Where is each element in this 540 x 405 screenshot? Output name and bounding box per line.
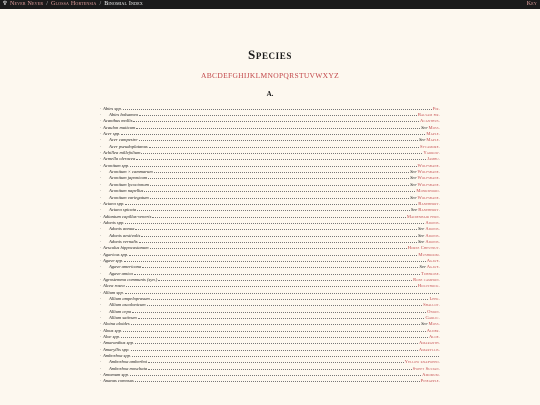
common-name-link[interactable]: Sweet Sultan. — [412, 365, 440, 371]
key-link[interactable]: Key — [526, 1, 537, 7]
common-name-link[interactable]: Maple. — [426, 131, 440, 137]
common-name-link[interactable]: Wolfsbane. — [417, 175, 440, 181]
common-name-link[interactable]: Maidenhair fern. — [406, 213, 440, 219]
bullet-icon: · — [100, 226, 102, 232]
alphabet-letter-b[interactable]: B — [206, 71, 213, 80]
common-name-link[interactable]: Horse Chestnut. — [407, 245, 440, 251]
species-name: Agave amica — [109, 270, 133, 276]
dot-leader — [136, 156, 426, 160]
alphabet-letter-q[interactable]: Q — [283, 71, 290, 80]
bullet-icon: · — [100, 137, 102, 143]
dot-leader — [124, 258, 426, 262]
dot-leader — [152, 213, 406, 217]
see-reference-label: See — [410, 207, 418, 213]
common-name-link[interactable]: Yarrow. — [423, 150, 440, 156]
see-reference-label: See — [417, 226, 425, 232]
dot-leader — [141, 150, 422, 154]
alphabet-letter-w[interactable]: W — [315, 71, 323, 80]
common-name-link[interactable]: Wolfsbane. — [417, 169, 440, 175]
bullet-icon: · — [100, 143, 102, 149]
see-reference-label: See — [421, 124, 428, 130]
common-name-link[interactable]: Baneberry. — [418, 200, 440, 206]
dot-leader — [136, 125, 420, 129]
species-name: Adonis spp. — [103, 219, 125, 225]
alphabet-letter-a[interactable]: A — [201, 71, 207, 80]
bullet-icon: · — [100, 175, 102, 181]
dot-leader — [131, 321, 420, 325]
species-name: Adiantum capillus-veneris — [103, 213, 152, 219]
bullet-icon: · — [100, 207, 102, 213]
species-name: Amborboa amberboi — [109, 359, 148, 365]
bullet-icon: · — [100, 238, 102, 244]
species-name: Amborboa spp. — [103, 353, 132, 359]
common-name-link[interactable]: Garlic. — [425, 315, 440, 321]
species-name: Actaea spp. — [103, 200, 125, 206]
bullet-icon: · — [100, 315, 102, 321]
dot-leader — [141, 232, 417, 236]
common-name-link[interactable]: Wolfsbane. — [417, 194, 440, 200]
species-name: Aconitum napellus — [109, 188, 144, 194]
dot-leader — [123, 328, 426, 332]
common-name-link[interactable]: Onion. — [427, 308, 440, 314]
common-name-link[interactable]: Amaryllis. — [418, 346, 440, 352]
species-name: Acer spp. — [103, 131, 121, 137]
common-name-link[interactable]: Shallot. — [423, 302, 440, 308]
species-name: Alcea rosea — [103, 283, 125, 289]
alphabet-letter-k[interactable]: K — [249, 71, 256, 80]
common-name-link[interactable]: Wolfsbane. — [417, 181, 440, 187]
dot-leader — [139, 239, 417, 243]
common-name-link[interactable]: Moss. — [428, 321, 440, 327]
dot-leader — [139, 137, 418, 141]
common-name-link[interactable]: Monkshood. — [416, 188, 440, 194]
species-name: Amaryllis spp. — [103, 346, 130, 352]
alphabet-letter-z[interactable]: Z — [334, 71, 339, 80]
common-name-link[interactable]: Pineapple. — [420, 378, 440, 384]
bullet-icon: · — [100, 105, 102, 111]
alphabet-letter-l[interactable]: L — [255, 71, 261, 80]
common-name-link[interactable]: Wolfsbane. — [417, 162, 440, 168]
bullet-icon: · — [100, 188, 102, 194]
common-name-link[interactable]: Maple. — [426, 137, 440, 143]
common-name-link[interactable]: Adonis. — [425, 232, 440, 238]
breadcrumb-separator: / — [99, 1, 102, 7]
dot-leader — [130, 372, 421, 376]
species-name: Abies spp. — [103, 105, 122, 111]
alphabet-letter-r[interactable]: R — [289, 71, 295, 80]
dot-leader — [129, 251, 417, 255]
alphabet-letter-i[interactable]: I — [243, 71, 247, 80]
species-name: Aesculus hippocastanum — [103, 245, 149, 251]
species-name: Amomum spp. — [103, 372, 130, 378]
bullet-icon: · — [100, 365, 102, 371]
common-name-link[interactable]: Agave. — [426, 257, 440, 263]
alphabet-letter-u[interactable]: U — [303, 71, 310, 80]
see-reference-label: See — [419, 264, 426, 270]
alphabet-letter-o[interactable]: O — [273, 71, 279, 80]
bullet-icon: · — [100, 150, 102, 156]
breadcrumb-separator: / — [46, 1, 48, 7]
common-name-link[interactable]: Mushroom. — [418, 251, 440, 257]
see-reference-label: See — [417, 232, 425, 238]
section-heading: A. — [266, 90, 274, 98]
alphabet-letter-f[interactable]: F — [227, 71, 233, 80]
bullet-icon: · — [100, 169, 102, 175]
bullet-icon: · — [100, 289, 102, 295]
common-name-link[interactable]: Balsam fir. — [417, 112, 440, 118]
bullet-icon: · — [100, 118, 102, 124]
see-reference-label: See — [417, 238, 425, 244]
bullet-icon: · — [100, 346, 102, 352]
bullet-icon: · — [100, 283, 102, 289]
dot-leader — [150, 194, 409, 198]
dot-leader — [135, 226, 417, 230]
dot-leader — [138, 315, 425, 319]
species-name: Aconitum lycoctonum — [109, 181, 149, 187]
common-name-link[interactable]: Amomum. — [422, 372, 440, 378]
see-reference-label: See — [410, 194, 417, 200]
see-reference-label: See — [410, 169, 417, 175]
species-name: Agave spp. — [103, 257, 124, 263]
bullet-icon: · — [100, 156, 102, 162]
dot-leader — [158, 277, 412, 281]
bullet-icon: · — [100, 276, 102, 282]
dot-leader — [123, 106, 432, 110]
dot-leader — [131, 347, 418, 351]
bullet-icon: · — [100, 257, 102, 263]
bullet-icon: · — [100, 308, 102, 314]
species-name: Allium spp. — [103, 289, 124, 295]
alphabet-letter-h[interactable]: H — [238, 71, 244, 80]
page-title: Species — [248, 47, 292, 62]
alphabet-letter-c[interactable]: C — [212, 71, 218, 80]
species-name: Aconitum japonicum — [109, 175, 148, 181]
species-name: Agave americana — [109, 264, 142, 270]
dot-leader — [149, 144, 419, 148]
dot-leader — [133, 118, 419, 122]
alphabet-letter-m[interactable]: M — [260, 71, 268, 80]
species-name: Abies balsamea — [109, 112, 138, 118]
species-name: Aloina aloides — [103, 321, 130, 327]
alphabet-letter-t[interactable]: T — [298, 71, 304, 80]
common-name-link[interactable]: Hollyhock. — [417, 283, 440, 289]
dot-leader — [132, 353, 439, 357]
common-name-link[interactable]: Sycamore. — [419, 143, 440, 149]
bullet-icon: · — [100, 219, 102, 225]
alphabet-letter-s[interactable]: S — [294, 71, 299, 80]
common-name-link[interactable]: Fir. — [432, 105, 440, 111]
species-name: Aloe spp. — [103, 334, 121, 340]
dot-leader — [148, 366, 412, 370]
alphabet-letter-y[interactable]: Y — [328, 71, 335, 80]
dot-leader — [148, 359, 404, 363]
species-name: Amborboa moschata — [109, 365, 148, 371]
bullet-icon: · — [100, 372, 102, 378]
bullet-icon: · — [100, 340, 102, 346]
bullet-icon: · — [100, 270, 102, 276]
dot-leader — [126, 283, 417, 287]
species-name: Acer campestre — [109, 137, 138, 143]
species-name: Agaricus spp. — [103, 251, 129, 257]
common-name-link[interactable]: Leek. — [429, 296, 440, 301]
bullet-icon: · — [100, 264, 102, 270]
species-name: Aconitum × cammarum — [109, 169, 153, 175]
dot-leader — [151, 296, 429, 300]
dot-leader — [125, 289, 439, 293]
bullet-icon: · — [100, 131, 102, 137]
dot-leader — [147, 302, 422, 306]
dot-leader — [150, 182, 409, 186]
species-name: Allium ascalonicum — [109, 302, 146, 308]
bullet-icon: · — [100, 200, 102, 206]
species-name: Allium sativum — [109, 315, 137, 321]
bullet-icon: · — [100, 378, 102, 384]
sigil-icon[interactable]: ♆ — [2, 1, 8, 7]
species-list — [100, 106, 440, 385]
bullet-icon: · — [100, 213, 102, 219]
species-name: Acer pseudoplatanus — [109, 143, 148, 149]
species-name: Acaulon muticum — [103, 124, 136, 130]
species-name: Alnus spp. — [103, 327, 123, 333]
common-name-link[interactable]: Baneberry. — [418, 207, 440, 213]
bullet-icon: · — [100, 124, 102, 130]
bullet-icon: · — [100, 232, 102, 238]
common-name-link[interactable]: Agave. — [426, 264, 440, 270]
see-reference-label: See — [418, 137, 426, 143]
dot-leader — [139, 112, 417, 116]
common-name-link[interactable]: Yellow knapweed. — [404, 359, 440, 365]
dot-leader — [148, 175, 409, 179]
top-nav-bar — [0, 0, 540, 9]
species-name: Acanthus mollis — [103, 118, 133, 124]
bullet-icon: · — [100, 302, 102, 308]
alphabet-letter-g[interactable]: G — [232, 71, 239, 80]
alphabet-letter-x[interactable]: X — [322, 71, 329, 80]
common-name-link[interactable]: Adonis. — [425, 226, 440, 232]
bullet-icon: · — [100, 334, 102, 340]
common-name-link[interactable]: Adonis. — [425, 219, 440, 225]
species-name: Amaranthus spp. — [103, 340, 135, 346]
bullet-icon: · — [100, 245, 102, 251]
common-name-link[interactable]: Tuberose. — [421, 270, 440, 276]
dot-leader — [135, 340, 418, 344]
bullet-icon: · — [100, 359, 102, 365]
bullet-icon: · — [100, 181, 102, 187]
alphabet-letter-n[interactable]: N — [267, 71, 274, 80]
dot-leader — [142, 264, 418, 268]
bullet-icon: · — [100, 194, 102, 200]
alphabet-letter-j[interactable]: J — [246, 71, 250, 80]
dot-leader — [134, 270, 420, 274]
species-name: Allium cepa — [109, 308, 132, 314]
dot-leader — [121, 334, 428, 338]
common-name-link[interactable]: Rose campion. — [413, 276, 440, 282]
bullet-icon: · — [100, 112, 102, 118]
dot-leader — [150, 245, 407, 249]
breadcrumb-section-link[interactable]: Glossa Hortensia — [50, 1, 97, 7]
species-name: Adonis vernalis — [109, 238, 138, 244]
species-name: Allium ampeloprasum — [109, 296, 150, 301]
bullet-icon: · — [100, 296, 102, 301]
bullet-icon: · — [100, 321, 102, 327]
dot-leader — [132, 309, 426, 313]
species-name: Aconitum variegatum — [109, 194, 149, 200]
see-reference-label: See — [410, 181, 417, 187]
common-name-link[interactable]: Alder. — [426, 327, 440, 333]
breadcrumb-home-link[interactable]: Never Never — [10, 1, 44, 7]
common-name-link[interactable]: Jambu. — [427, 156, 440, 162]
dot-leader — [154, 169, 409, 173]
see-reference-label: See — [410, 175, 417, 181]
species-name: Adonis aestivalis — [109, 232, 141, 238]
alphabet-letter-v[interactable]: V — [309, 71, 316, 80]
common-name-link[interactable]: Amaranth. — [419, 340, 440, 346]
alphabet-letter-e[interactable]: E — [223, 71, 228, 80]
breadcrumb-current: Binomial Index — [104, 1, 143, 7]
alphabet-letter-p[interactable]: P — [278, 71, 284, 80]
dot-leader — [135, 378, 420, 382]
bullet-icon: · — [100, 327, 102, 333]
common-name-link[interactable]: Moss. — [428, 124, 440, 130]
dot-leader — [130, 163, 416, 167]
list-item — [100, 378, 440, 384]
dot-leader — [121, 131, 425, 135]
common-name-link[interactable]: Aloe. — [428, 334, 440, 340]
species-name: Actaea spicata — [109, 207, 137, 213]
bullet-icon: · — [100, 251, 102, 257]
dot-leader — [144, 188, 415, 192]
alphabet-letter-d[interactable]: D — [217, 71, 224, 80]
alphabet-index — [0, 71, 540, 80]
species-name: Agrostemma communis (syn.) — [103, 276, 158, 282]
common-name-link[interactable]: Adonis. — [425, 238, 440, 244]
species-name: Achillea millefolium — [103, 150, 141, 156]
dot-leader — [125, 220, 424, 224]
species-name: Aconitum spp. — [103, 162, 130, 168]
dot-leader — [137, 207, 410, 211]
bullet-icon: · — [100, 162, 102, 168]
species-name: Acmella oleracea — [103, 156, 136, 162]
common-name-link[interactable]: Acanthus. — [420, 118, 440, 124]
bullet-icon: · — [100, 353, 102, 359]
see-reference-label: See — [421, 321, 428, 327]
species-name: Adonis annua — [109, 226, 135, 232]
dot-leader — [125, 201, 417, 205]
species-name: Ananas comosus — [103, 378, 134, 384]
